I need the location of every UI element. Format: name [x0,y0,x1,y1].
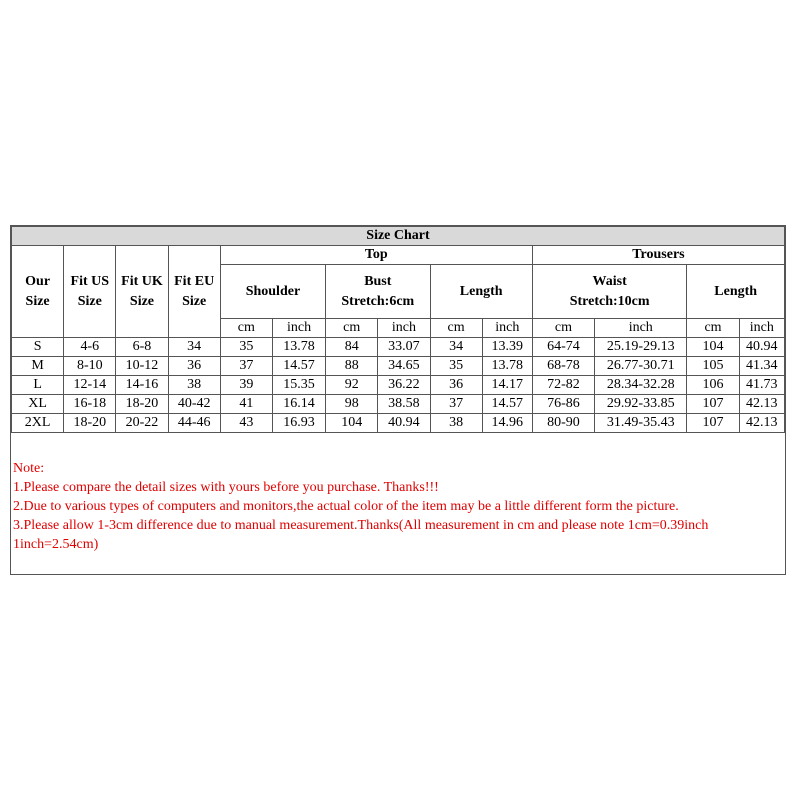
table-cell: 42.13 [739,395,784,414]
table-cell: 14.57 [482,395,532,414]
table-cell: 104 [687,338,739,357]
table-cell: 37 [220,357,272,376]
table-cell: 43 [220,414,272,433]
size-chart-sheet [10,225,786,575]
shoulder-header: Shoulder [220,265,325,319]
table-cell: 13.78 [482,357,532,376]
table-cell: 38.58 [378,395,430,414]
table-cell: 14.57 [272,357,325,376]
bust-header: Bust Stretch:6cm [326,265,430,319]
table-cell: 41.73 [739,376,784,395]
group-row [12,246,785,265]
table-cell: 92 [326,376,378,395]
table-row [12,357,785,376]
table-cell: 41 [220,395,272,414]
table-cell: 16.93 [272,414,325,433]
table-cell: 107 [687,414,739,433]
table-cell: 15.35 [272,376,325,395]
table-cell: 13.78 [272,338,325,357]
table-cell: 40.94 [739,338,784,357]
table-cell: 76-86 [532,395,594,414]
size-cell: XL [12,395,64,414]
table-cell: 16.14 [272,395,325,414]
our-size-header: Our Size [12,246,64,338]
top-length-header: Length [430,265,532,319]
size-cell: S [12,338,64,357]
table-cell: 44-46 [168,414,220,433]
table-cell: 14.17 [482,376,532,395]
top-group-header: Top [220,246,532,265]
table-cell: 28.34-32.28 [595,376,687,395]
table-cell: 38 [430,414,482,433]
unit-cell: cm [430,319,482,338]
size-cell: 2XL [12,414,64,433]
unit-cell: inch [378,319,430,338]
fit-eu-header: Fit EU Size [168,246,220,338]
unit-cell: cm [687,319,739,338]
unit-cell: cm [220,319,272,338]
table-cell: 10-12 [116,357,168,376]
table-cell: 26.77-30.71 [595,357,687,376]
note-line: 1.Please compare the detail sizes with yours before you purchase. Thanks!!! [13,480,439,495]
table-cell: 6-8 [116,338,168,357]
table-cell: 14-16 [116,376,168,395]
unit-cell: inch [482,319,532,338]
table-cell: 40-42 [168,395,220,414]
trousers-group-header: Trousers [532,246,784,265]
note-line: 2.Due to various types of computers and monitors,the actual color of the item may be a little different form the picture. [13,499,679,514]
unit-cell: inch [272,319,325,338]
table-cell: 16-18 [64,395,116,414]
unit-cell: cm [532,319,594,338]
table-cell: 14.96 [482,414,532,433]
table-row [12,376,785,395]
fit-uk-header: Fit UK Size [116,246,168,338]
table-cell: 20-22 [116,414,168,433]
table-cell: 25.19-29.13 [595,338,687,357]
table-row [12,338,785,357]
note-line: 3.Please allow 1-3cm difference due to manual measurement.Thanks(All measurement in cm and please note 1cm=0.39inch 1inch=2.54cm) [13,518,709,552]
title-row [12,227,785,246]
note-heading: Note: [13,461,45,476]
table-cell: 104 [326,414,378,433]
table-cell: 13.39 [482,338,532,357]
table-cell: 36 [168,357,220,376]
table-cell: 105 [687,357,739,376]
table-cell: 34 [168,338,220,357]
table-cell: 33.07 [378,338,430,357]
fit-us-header: Fit US Size [64,246,116,338]
size-cell: L [12,376,64,395]
table-cell: 12-14 [64,376,116,395]
table-cell: 98 [326,395,378,414]
table-cell: 84 [326,338,378,357]
table-cell: 31.49-35.43 [595,414,687,433]
table-cell: 106 [687,376,739,395]
table-cell: 18-20 [64,414,116,433]
table-cell: 36.22 [378,376,430,395]
size-chart-table [11,226,785,433]
table-cell: 68-78 [532,357,594,376]
table-cell: 80-90 [532,414,594,433]
unit-cell: cm [326,319,378,338]
table-row [12,414,785,433]
unit-cell: inch [595,319,687,338]
table-cell: 18-20 [116,395,168,414]
chart-title: Size Chart [12,227,785,246]
table-cell: 37 [430,395,482,414]
table-cell: 35 [220,338,272,357]
table-cell: 8-10 [64,357,116,376]
table-cell: 40.94 [378,414,430,433]
table-row [12,395,785,414]
table-cell: 34.65 [378,357,430,376]
table-cell: 88 [326,357,378,376]
table-cell: 42.13 [739,414,784,433]
table-cell: 35 [430,357,482,376]
trousers-length-header: Length [687,265,785,319]
table-cell: 72-82 [532,376,594,395]
waist-header: Waist Stretch:10cm [532,265,687,319]
notes-block [13,459,783,554]
table-cell: 34 [430,338,482,357]
table-cell: 64-74 [532,338,594,357]
size-cell: M [12,357,64,376]
table-cell: 4-6 [64,338,116,357]
table-cell: 29.92-33.85 [595,395,687,414]
table-cell: 107 [687,395,739,414]
table-cell: 36 [430,376,482,395]
table-cell: 41.34 [739,357,784,376]
unit-cell: inch [739,319,784,338]
table-cell: 38 [168,376,220,395]
table-cell: 39 [220,376,272,395]
